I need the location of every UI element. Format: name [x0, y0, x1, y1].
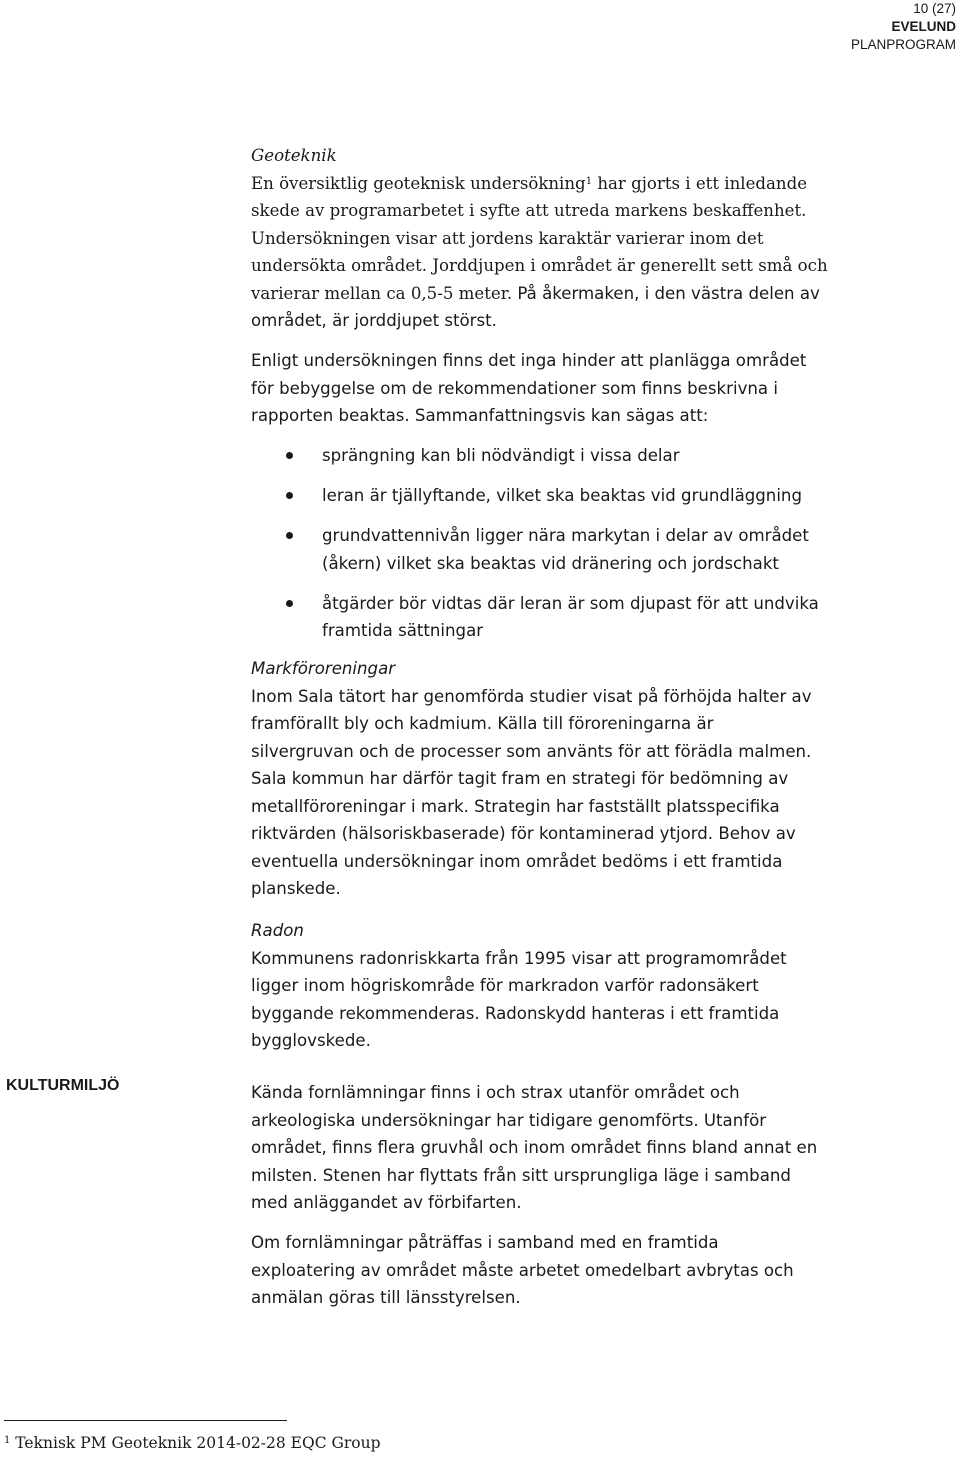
list-item: grundvattennivån ligger nära markytan i delar av området (åkern) vilket ska beaktas vid dränering och jordschakt: [251, 522, 891, 577]
bullet-icon: [286, 600, 293, 607]
document-type: PLANPROGRAM: [850, 37, 956, 52]
project-name: EVELUND: [891, 19, 956, 34]
footnote-number: 1: [4, 1435, 11, 1446]
list-item: leran är tjällyftande, vilket ska beaktas vid grundläggning: [251, 482, 891, 510]
radon-heading: Radon: [251, 921, 304, 940]
bullet-icon: [286, 532, 293, 539]
footnote: [4, 1433, 381, 1453]
page-number: 10 (27): [913, 1, 956, 16]
footnote-ref[interactable]: 1: [585, 175, 593, 187]
list-item: sprängning kan bli nödvändigt i vissa delar: [251, 442, 891, 470]
geoteknik-heading: Geoteknik: [251, 146, 337, 165]
geoteknik-bullet-list: [251, 442, 891, 657]
geoteknik-paragraph-1: En översiktlig geoteknisk undersökning$^1$ har gjorts i ett inledande skede av programarbetet i syfte att utreda markens beskaffenhet. Undersökningen visar att jordens karaktär varierar inom det undersökta området. Jorddjupen i området är generellt sett små och varierar mellan ca 0,5-5 meter. På åkermaken, i den västra delen av området, är jorddjupet störst.: [251, 173, 828, 330]
bullet-icon: [286, 492, 293, 499]
markfororeningar-section: [251, 655, 891, 903]
radon-paragraph: Kommunens radonriskkarta från 1995 visar att programområdet ligger inom högriskområde för markradon varför radonsäkert byggande rekommenderas. Radonskydd hanteras i ett framtida bygglovskede.: [251, 948, 787, 1050]
page-header: [851, 0, 956, 54]
kulturmiljo-paragraph-1: Kända fornlämningar finns i och strax utanför området och arkeologiska undersökningar har tidigare genomförts. Utanför området, finns flera gruvhål och inom området finns bland annat en milsten. Stenen har flyttats från sitt ursprungliga läge i samband med anläggandet av förbifarten.: [251, 1083, 818, 1212]
markfororeningar-heading: Markföroreningar: [251, 659, 396, 678]
section-label-kulturmiljo: KULTURMILJÖ: [6, 1077, 120, 1094]
bullet-icon: [286, 452, 293, 459]
markfororeningar-paragraph: Inom Sala tätort har genomförda studier visat på förhöjda halter av framförallt bly och kadmium. Källa till föroreningarna är silvergruvan och de processer som använts för att förädla malmen. Sala kommun har därför tagit fram en strategi för bedömning av metallföroreningar i mark. Strategin har fastställt platsspecifika riktvärden (hälsoriskbaserade) för kontaminerad ytjord. Behov av eventuella undersökningar inom området bedöms i ett framtida planskede.: [251, 686, 812, 898]
geoteknik-paragraph-2: Enligt undersökningen finns det inga hinder att planlägga området för bebyggelse om de rekommendationer som finns beskrivna i rapporten beaktas. Sammanfattningsvis kan sägas att:: [251, 351, 807, 425]
list-item: åtgärder bör vidtas där leran är som djupast för att undvika framtida sättningar: [251, 590, 891, 645]
radon-section: [251, 917, 891, 1055]
footnote-separator: [4, 1420, 287, 1421]
kulturmiljo-paragraph-2: Om fornlämningar påträffas i samband med en framtida exploatering av området måste arbetet omedelbart avbrytas och anmälan göras till länsstyrelsen.: [251, 1233, 794, 1307]
footnote-text: Teknisk PM Geoteknik 2014-02-28 EQC Group: [10, 1434, 381, 1452]
geoteknik-section: [251, 142, 891, 335]
